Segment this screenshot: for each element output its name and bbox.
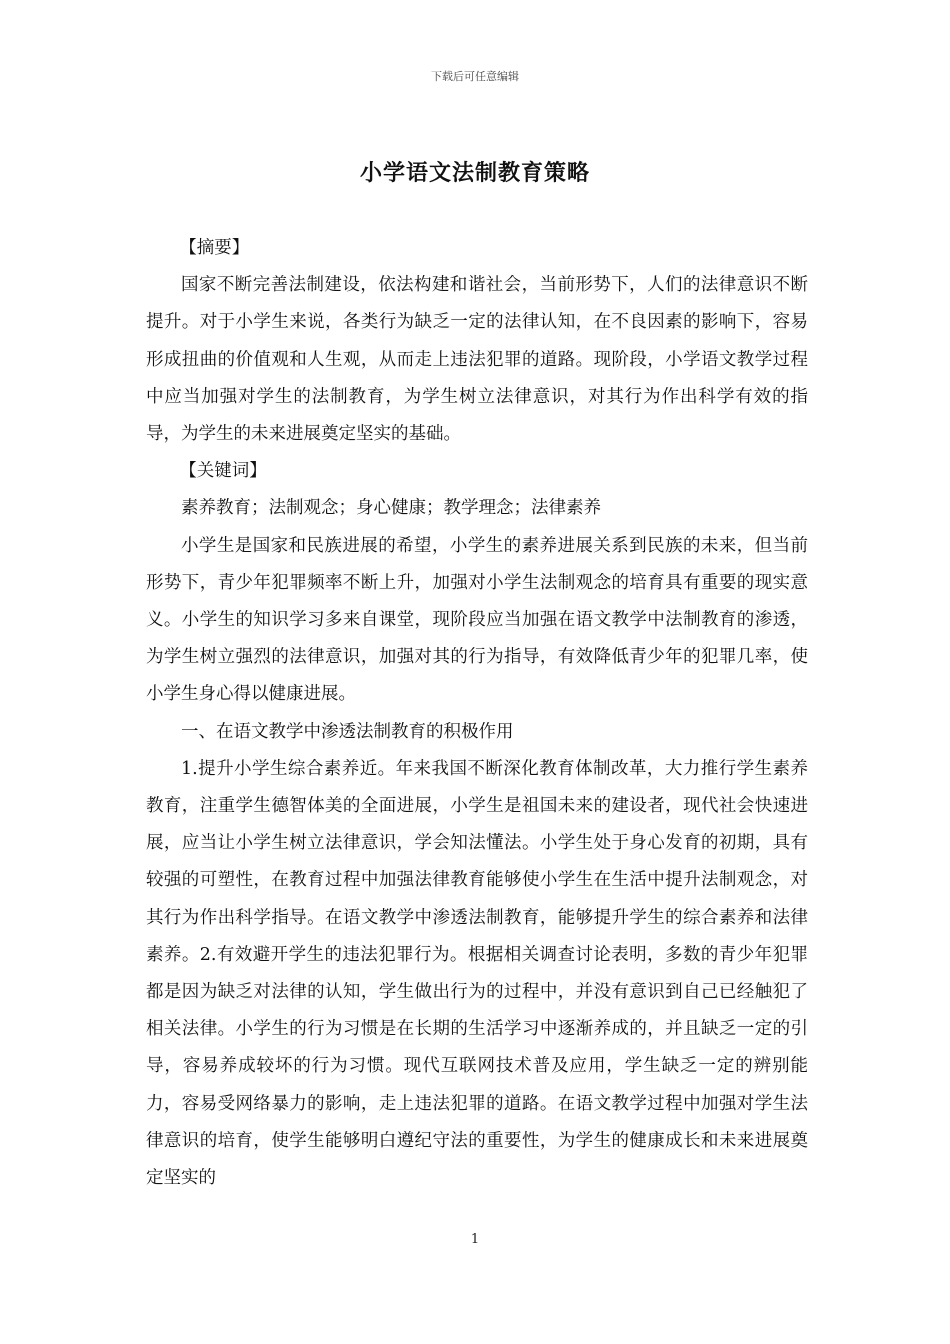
page-title: 小学语文法制教育策略 xyxy=(359,160,590,186)
page-number: 1 xyxy=(470,1232,480,1247)
document-body xyxy=(146,230,808,1197)
keywords-paragraph: 素养教育；法制观念；身心健康；教学理念；法律素养 xyxy=(181,498,601,519)
keywords-label: 【关键词】 xyxy=(179,461,267,482)
abstract-paragraph: 国家不断完善法制建设，依法构建和谐社会，当前形势下，人们的法律意识不断提升。对于小学生来说，各类行为缺乏一定的法律认知，在不良因素的影响下，容易形成扭曲的价值观和人生观，从而走上违法犯罪的道路。现阶段，小学语文教学过程中应当加强对学生的法制教育，为学生树立法律意识，对其行为作出科学有效的指导，为学生的未来进展奠定坚实的基础。 xyxy=(146,275,808,445)
intro-paragraph: 小学生是国家和民族进展的希望，小学生的素养进展关系到民族的未来，但当前形势下，青少年犯罪频率不断上升，加强对小学生法制观念的培育具有重要的现实意义。小学生的知识学习多来自课堂，现阶段应当加强在语文教学中法制教育的渗透，为学生树立强烈的法律意识，加强对其的行为指导，有效降低青少年的犯罪几率，使小学生身心得以健康进展。 xyxy=(146,535,808,705)
section-paragraph: 1.提升小学生综合素养近。年来我国不断深化教育体制改革，大力推行学生素养教育，注重学生德智体美的全面进展，小学生是祖国未来的建设者，现代社会快速进展，应当让小学生树立法律意识，学会知法懂法。小学生处于身心发育的初期，具有较强的可塑性，在教育过程中加强法律教育能够使小学生在生活中提升法制观念，对其行为作出科学指导。在语文教学中渗透法制教育，能够提升学生的综合素养和法律素养。2.有效避开学生的违法犯罪行为。根据相关调查讨论表明，多数的青少年犯罪都是因为缺乏对法律的认知，学生做出行为的过程中，并没有意识到自己已经触犯了相关法律。小学生的行为习惯是在长期的生活学习中逐渐养成的，并且缺乏一定的引导，容易养成较坏的行为习惯。现代互联网技术普及应用，学生缺乏一定的辨别能力，容易受网络暴力的影响，走上违法犯罪的道路。在语文教学过程中加强对学生法律意识的培育，使学生能够明白遵纪守法的重要性，为学生的健康成长和未来进展奠定坚实的 xyxy=(146,758,808,1189)
header-note: 下载后可任意编辑 xyxy=(431,70,519,83)
abstract-label: 【摘要】 xyxy=(179,238,250,258)
section-heading: 一、在语文教学中渗透法制教育的积极作用 xyxy=(181,721,514,742)
